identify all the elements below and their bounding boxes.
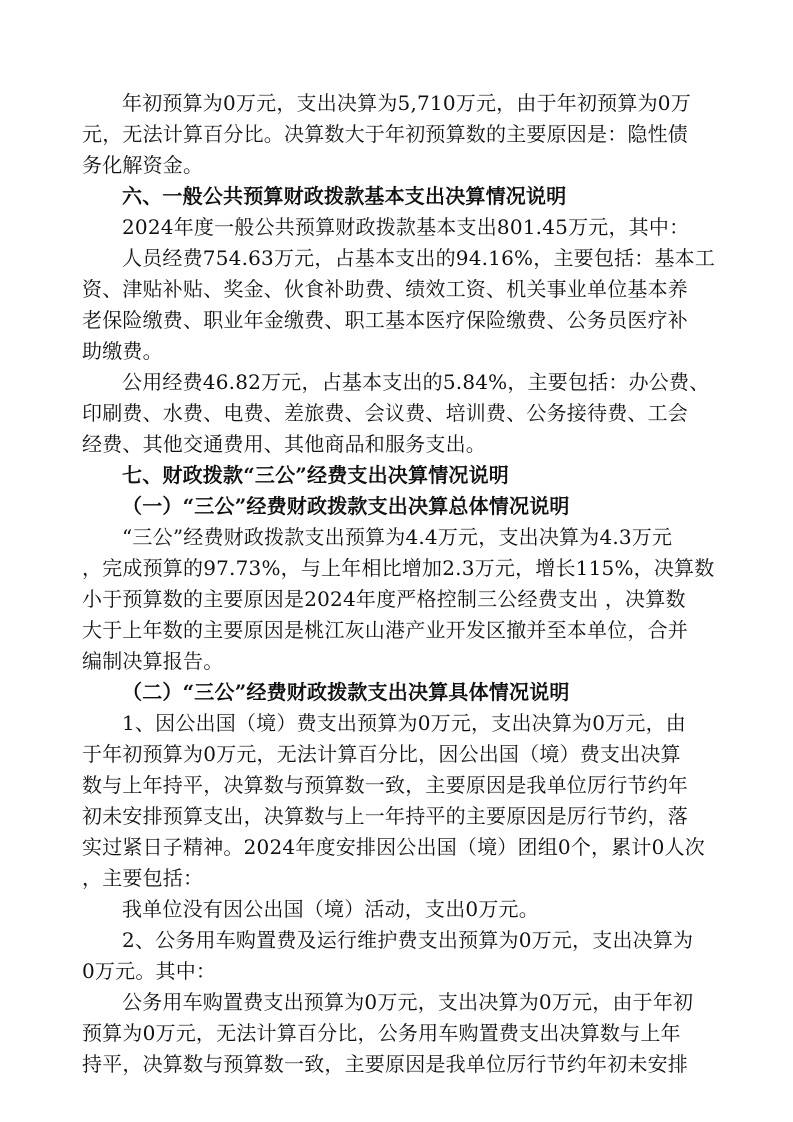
paragraph-line: 预算为0万元，无法计算百分比，公务用车购置费支出决算数与上年 [82,1021,681,1045]
paragraph-line: 编制决算报告。 [82,649,224,673]
paragraph-line: 助缴费。 [82,339,163,363]
subsection-heading-1: （一）“三公”经费财政拨款支出决算总体情况说明 [122,494,570,518]
paragraph-line: 公务用车购置费支出预算为0万元，支出决算为0万元，由于年初 [122,990,694,1014]
paragraph-line: 老保险缴费、职业年金缴费、职工基本医疗保险缴费、公务员医疗补 [82,308,688,332]
paragraph-line: “三公”经费财政拨款支出预算为4.4万元，支出决算为4.3万元 [122,525,673,549]
paragraph-line: 印刷费、水费、电费、差旅费、会议费、培训费、公务接待费、工会 [82,401,688,425]
paragraph-line: 元，无法计算百分比。决算数大于年初预算数的主要原因是：隐性债 [82,122,688,146]
paragraph-line: 实过紧日子精神。2024年度安排因公出国（境）团组0个，累计0人次 [82,835,705,859]
paragraph-line: 公用经费46.82万元，占基本支出的5.84%，主要包括：办公费、 [122,370,710,394]
paragraph-line: 于年初预算为0万元，无法计算百分比，因公出国（境）费支出决算 [82,742,681,766]
paragraph-line: 大于上年数的主要原因是桃江灰山港产业开发区撤并至本单位，合并 [82,618,688,642]
paragraph-line: ，完成预算的97.73%，与上年相比增加2.3万元，增长115%，决算数 [82,556,715,580]
paragraph-line: 资、津贴补贴、奖金、伙食补助费、绩效工资、机关事业单位基本养 [82,277,688,301]
paragraph-line: 我单位没有因公出国（境）活动，支出0万元。 [122,897,539,921]
paragraph-line: 2、公务用车购置费及运行维护费支出预算为0万元，支出决算为 [122,928,694,952]
paragraph-line: 小于预算数的主要原因是2024年度严格控制三公经费支出 ，决算数 [82,587,686,611]
paragraph-line: 人员经费754.63万元，占基本支出的94.16%，主要包括：基本工 [122,246,716,270]
paragraph-line: 1、因公出国（境）费支出预算为0万元，支出决算为0万元，由 [122,711,686,735]
paragraph-line: 0万元。其中： [82,959,217,983]
paragraph-line: 务化解资金。 [82,153,204,177]
section-heading-7: 七、财政拨款“三公”经费支出决算情况说明 [122,463,510,487]
paragraph-line: 2024年度一般公共预算财政拨款基本支出801.45万元，其中： [122,215,690,239]
paragraph-line: 持平，决算数与预算数一致，主要原因是我单位厉行节约年初未安排 [82,1052,688,1076]
subsection-heading-2: （二）“三公”经费财政拨款支出决算具体情况说明 [122,680,570,704]
section-heading-6: 六、一般公共预算财政拨款基本支出决算情况说明 [122,184,567,208]
paragraph-line: ，主要包括： [82,866,204,890]
paragraph-line: 年初预算为0万元，支出决算为5,710万元，由于年初预算为0万 [122,91,691,115]
paragraph-line: 初未安排预算支出，决算数与上一年持平的主要原因是厉行节约，落 [82,804,688,828]
paragraph-line: 经费、其他交通费用、其他商品和服务支出。 [82,432,486,456]
paragraph-line: 数与上年持平，决算数与预算数一致，主要原因是我单位厉行节约年 [82,773,688,797]
